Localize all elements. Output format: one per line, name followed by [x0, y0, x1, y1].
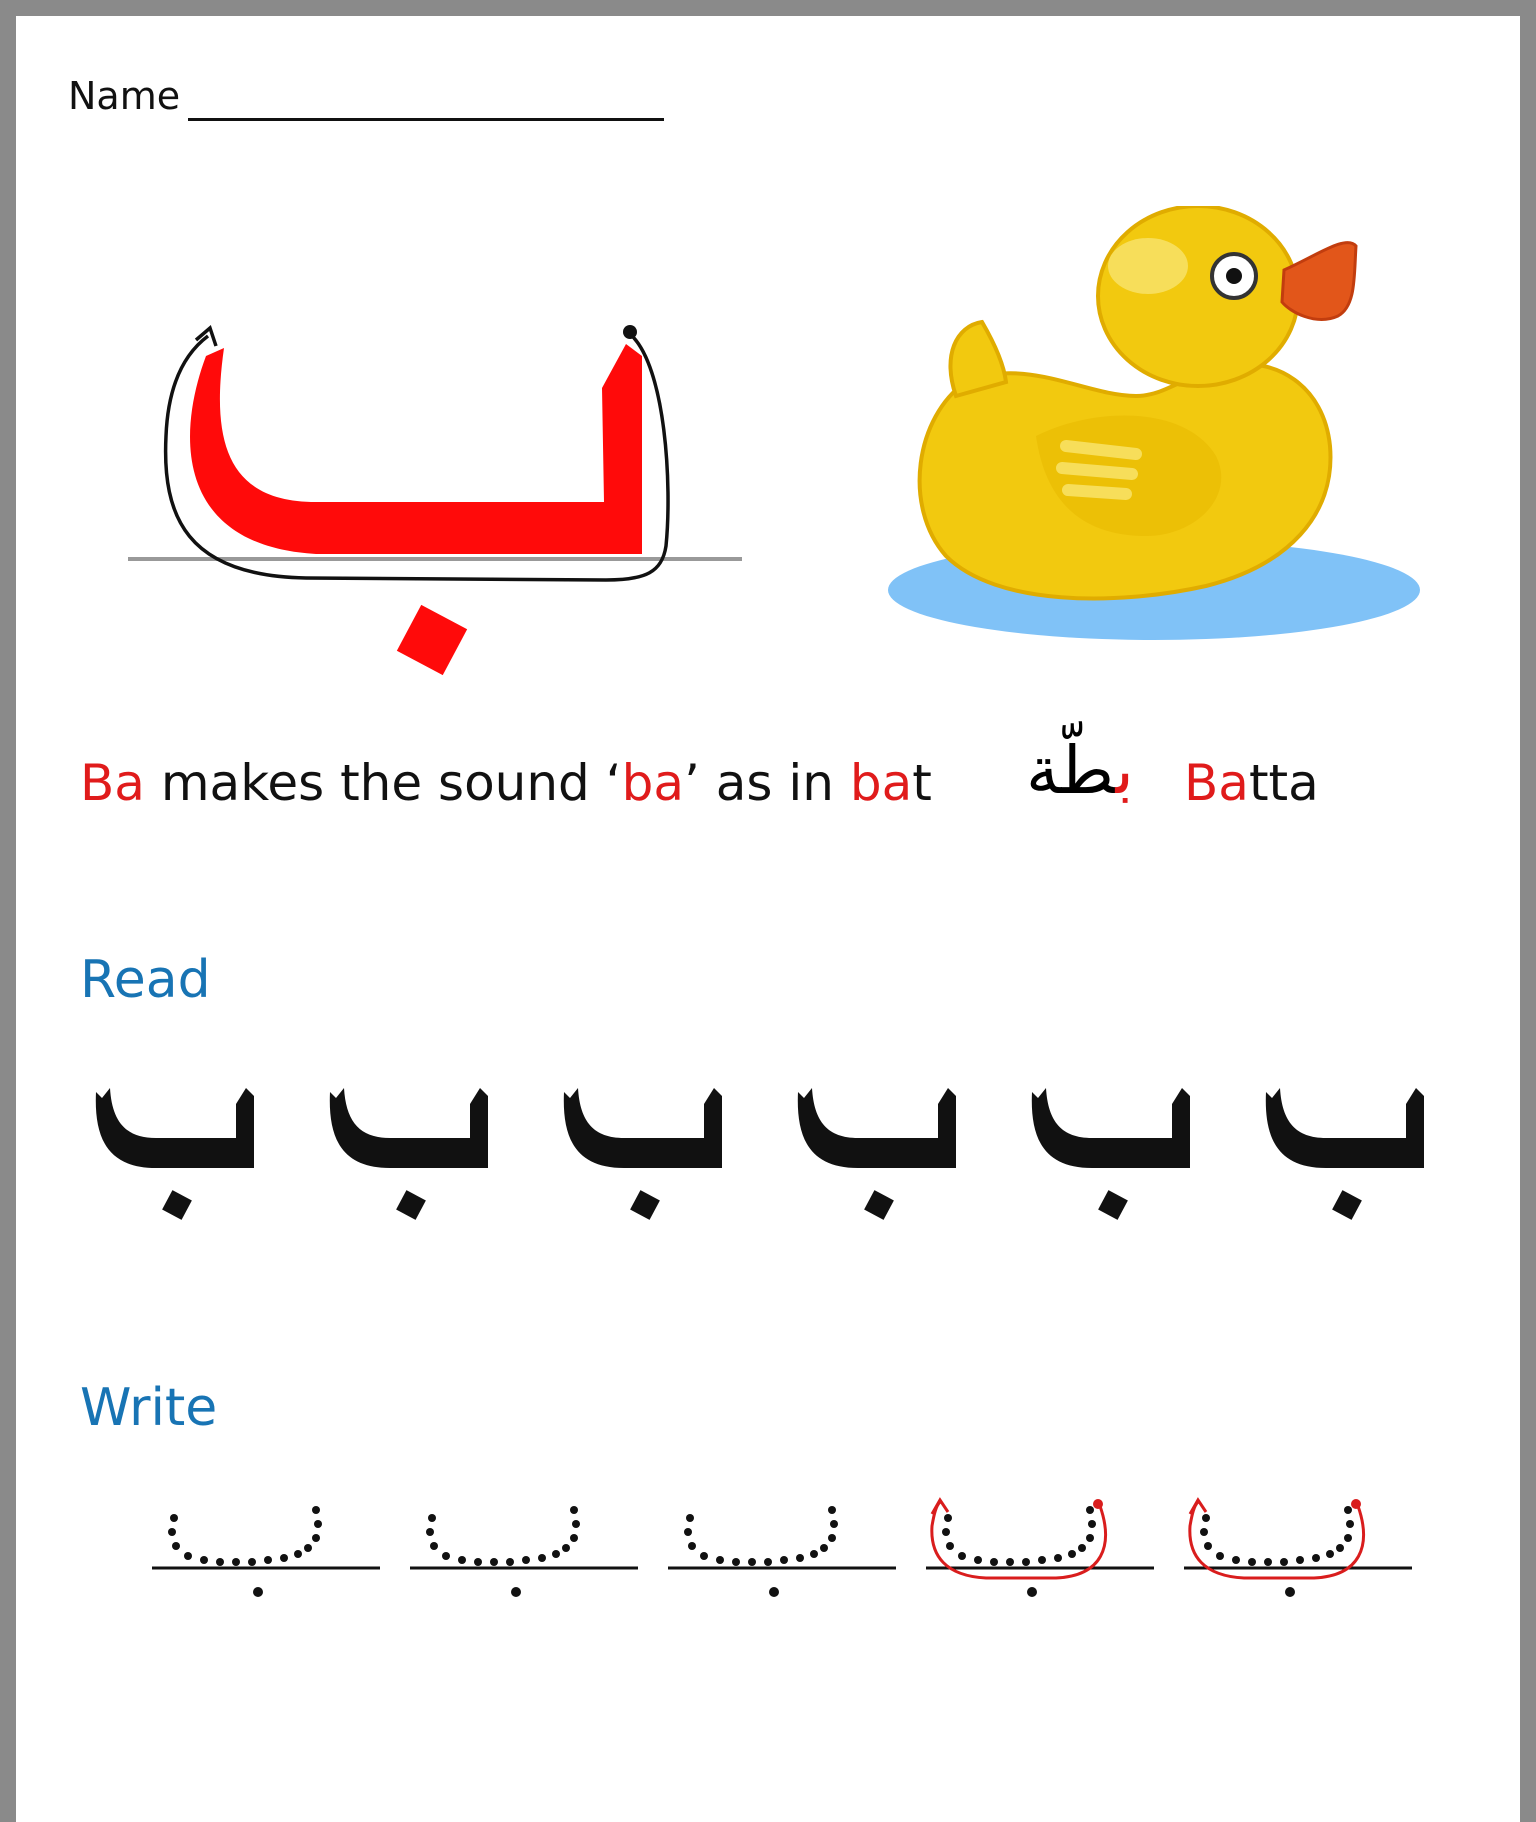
write-cell-3[interactable] — [668, 1506, 896, 1597]
write-practice-row[interactable] — [152, 1456, 1452, 1636]
letter-name: Ba — [80, 754, 145, 812]
arabic-word-first-letter: ب — [1115, 732, 1134, 809]
sound-value: ba — [621, 754, 684, 812]
read-letters-row — [86, 1076, 1466, 1236]
read-letter — [1266, 1088, 1424, 1220]
transliteration-rest: tta — [1248, 754, 1319, 812]
sound-sentence — [80, 754, 932, 812]
example-word-highlight: ba — [849, 754, 913, 812]
read-letter — [1032, 1088, 1190, 1220]
read-letter — [798, 1088, 956, 1220]
read-heading: Read — [80, 950, 211, 1010]
write-cell-5-guided[interactable] — [1184, 1499, 1412, 1597]
example-word-rest: t — [912, 754, 932, 812]
read-letter — [96, 1088, 254, 1220]
worksheet-page — [16, 16, 1520, 1822]
sound-text-2: ’ as in — [683, 754, 850, 812]
large-letter-ba-icon — [106, 296, 746, 696]
read-letter — [564, 1088, 722, 1220]
write-cell-1[interactable] — [152, 1506, 380, 1597]
read-letter — [330, 1088, 488, 1220]
write-heading: Write — [80, 1378, 218, 1438]
transliteration-highlight: Ba — [1184, 754, 1249, 812]
sound-text: makes the sound ‘ — [144, 754, 622, 812]
duck-icon — [886, 206, 1446, 656]
arabic-word-rest: طّة — [1026, 732, 1116, 809]
arabic-word — [1026, 732, 1134, 809]
write-cell-4-guided[interactable] — [926, 1499, 1154, 1597]
write-cell-2[interactable] — [410, 1506, 638, 1597]
name-label: Name — [68, 74, 181, 118]
name-input-line[interactable] — [188, 118, 664, 121]
transliteration — [1184, 754, 1319, 812]
